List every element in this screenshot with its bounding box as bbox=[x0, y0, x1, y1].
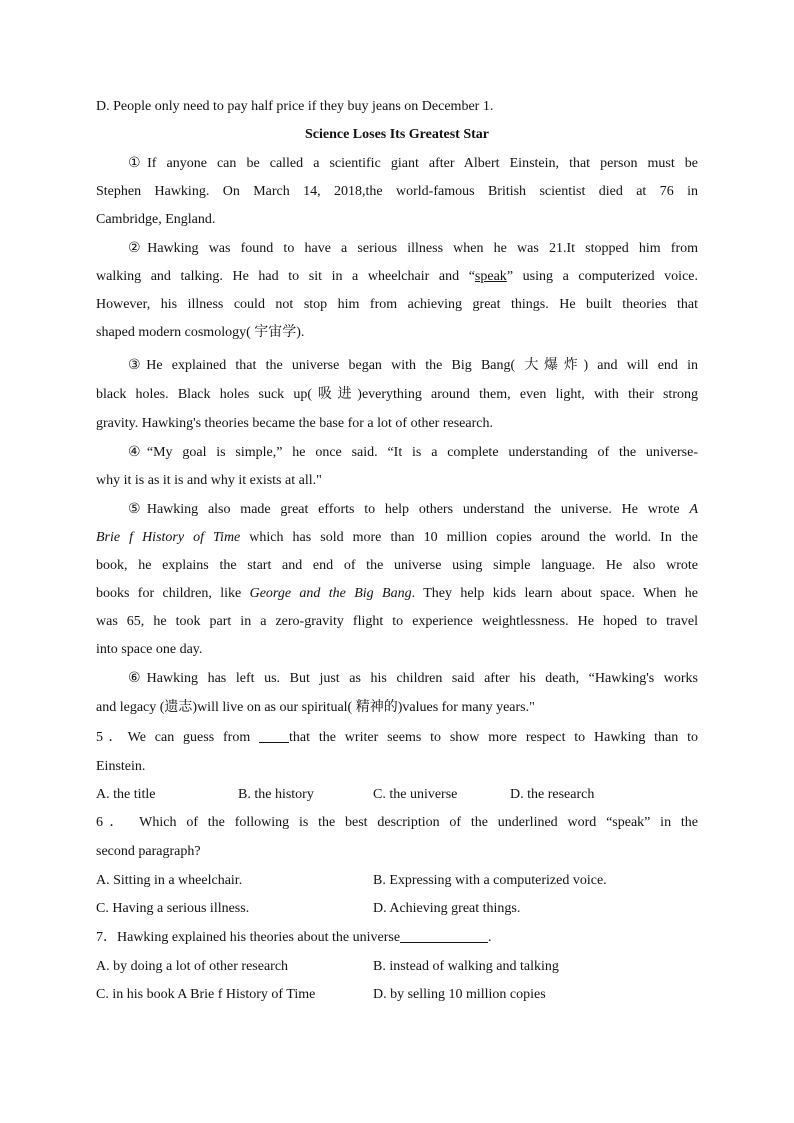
paragraph-6 bbox=[96, 664, 698, 723]
option-a[interactable]: A. Sitting in a wheelchair. bbox=[96, 873, 243, 888]
paragraph-text: Hawking also made great efforts to help others understand the universe. He wrote bbox=[146, 502, 690, 517]
article-title: Science Loses Its Greatest Star bbox=[304, 127, 490, 142]
question-stem: . bbox=[488, 930, 492, 945]
paragraph-text: gravity. Hawking's theories became the base for a lot of other research. bbox=[96, 416, 493, 431]
paragraph-text: Cambridge, England. bbox=[96, 212, 216, 227]
option-b[interactable]: B. instead of walking and talking bbox=[373, 959, 559, 974]
option-a[interactable]: A. by doing a lot of other research bbox=[96, 959, 289, 974]
book-title-italic: A bbox=[689, 502, 698, 517]
paragraph-number: ⑥ bbox=[128, 670, 147, 686]
paragraph-text: why it is as it is and why it exists at all." bbox=[96, 473, 322, 488]
options-row bbox=[96, 781, 698, 809]
paragraph-number: ② bbox=[128, 240, 148, 256]
option-d[interactable]: D. the research bbox=[510, 787, 595, 802]
options-row bbox=[96, 981, 698, 1009]
paragraph-4 bbox=[96, 438, 698, 495]
previous-option-d: D. People only need to pay half price if they buy jeans on December 1. bbox=[96, 99, 494, 114]
option-d[interactable]: D. Achieving great things. bbox=[373, 901, 521, 916]
answer-blank[interactable] bbox=[400, 928, 488, 943]
book-title-italic: Brie f History of Time bbox=[96, 530, 241, 545]
content bbox=[96, 93, 698, 1009]
options-row bbox=[96, 953, 698, 981]
paragraph-text: If anyone can be called a scientific giant after Albert Einstein, that person must be bbox=[147, 156, 698, 171]
paragraph-text: However, his illness could not stop him from achieving great things. He built theories that bbox=[96, 297, 698, 312]
paragraph-text: walking and talking. He had to sit in a wheelchair and “ bbox=[96, 269, 475, 284]
question-6 bbox=[96, 809, 698, 923]
paragraph-text: shaped modern cosmology( 宇宙学). bbox=[96, 325, 305, 340]
paragraph-2 bbox=[96, 234, 698, 347]
paragraph-text: ” using a computerized voice. bbox=[506, 269, 698, 284]
options-row bbox=[96, 895, 698, 923]
question-stem: that the writer seems to show more respect to Hawking than to bbox=[289, 730, 698, 745]
paragraph-text: Stephen Hawking. On March 14, 2018,the world-famous British scientist died at 76 in bbox=[96, 184, 698, 199]
book-title-italic: George and the Big Bang bbox=[249, 586, 412, 601]
paragraph-text: and legacy (遗志)will live on as our spiritual( 精神的)values for many years." bbox=[96, 700, 535, 715]
paragraph-text: into space one day. bbox=[96, 642, 203, 657]
answer-blank[interactable] bbox=[259, 728, 289, 743]
option-c[interactable]: C. in his book A Brie f History of Time bbox=[96, 987, 316, 1002]
question-7 bbox=[96, 923, 698, 1009]
paragraph-text: books for children, like bbox=[96, 586, 250, 601]
question-stem: Einstein. bbox=[96, 759, 146, 774]
paragraph-text: He explained that the universe began with the Big Bang( 大爆炸) and will end in bbox=[146, 358, 698, 373]
paragraph-number: ① bbox=[128, 155, 148, 171]
option-b[interactable]: B. Expressing with a computerized voice. bbox=[373, 873, 607, 888]
option-a[interactable]: A. the title bbox=[96, 787, 156, 802]
paragraph-text: . They help kids learn about space. When he bbox=[411, 586, 698, 601]
underlined-word-speak: speak bbox=[474, 269, 507, 284]
paragraph-3 bbox=[96, 351, 698, 438]
option-c[interactable]: C. Having a serious illness. bbox=[96, 901, 250, 916]
paragraph-text: was 65, he took part in a zero-gravity flight to experience weightlessness. He hoped to travel bbox=[96, 614, 698, 629]
question-stem: 5．We can guess from bbox=[96, 730, 260, 745]
paragraph-number: ④ bbox=[128, 444, 147, 460]
question-stem: 6． Which of the following is the best description of the underlined word “speak” in the bbox=[96, 815, 698, 830]
option-b[interactable]: B. the history bbox=[238, 787, 314, 802]
paragraph-text: Hawking has left us. But just as his children said after his death, “Hawking's works bbox=[146, 671, 698, 686]
paragraph-text: “My goal is simple,” he once said. “It is a complete understanding of the universe- bbox=[146, 445, 698, 460]
question-stem: 7．Hawking explained his theories about the universe bbox=[96, 930, 401, 945]
question-stem: second paragraph? bbox=[96, 844, 201, 859]
paragraph-1 bbox=[96, 149, 698, 234]
paragraph-5 bbox=[96, 495, 698, 664]
paragraph-number: ⑤ bbox=[128, 501, 147, 517]
option-d[interactable]: D. by selling 10 million copies bbox=[373, 987, 546, 1002]
options-row bbox=[96, 867, 698, 895]
paragraph-text: which has sold more than 10 million copies around the world. In the bbox=[240, 530, 698, 545]
question-5 bbox=[96, 723, 698, 809]
option-c[interactable]: C. the universe bbox=[373, 787, 458, 802]
paragraph-text: black holes. Black holes suck up(吸进)everything around them, even light, with their strong bbox=[96, 387, 698, 402]
paragraph-text: Hawking was found to have a serious illness when he was 21.It stopped him from bbox=[147, 241, 699, 256]
paragraph-number: ③ bbox=[128, 357, 147, 373]
paragraph-text: book, he explains the start and end of the universe using simple language. He also wrote bbox=[96, 558, 698, 573]
